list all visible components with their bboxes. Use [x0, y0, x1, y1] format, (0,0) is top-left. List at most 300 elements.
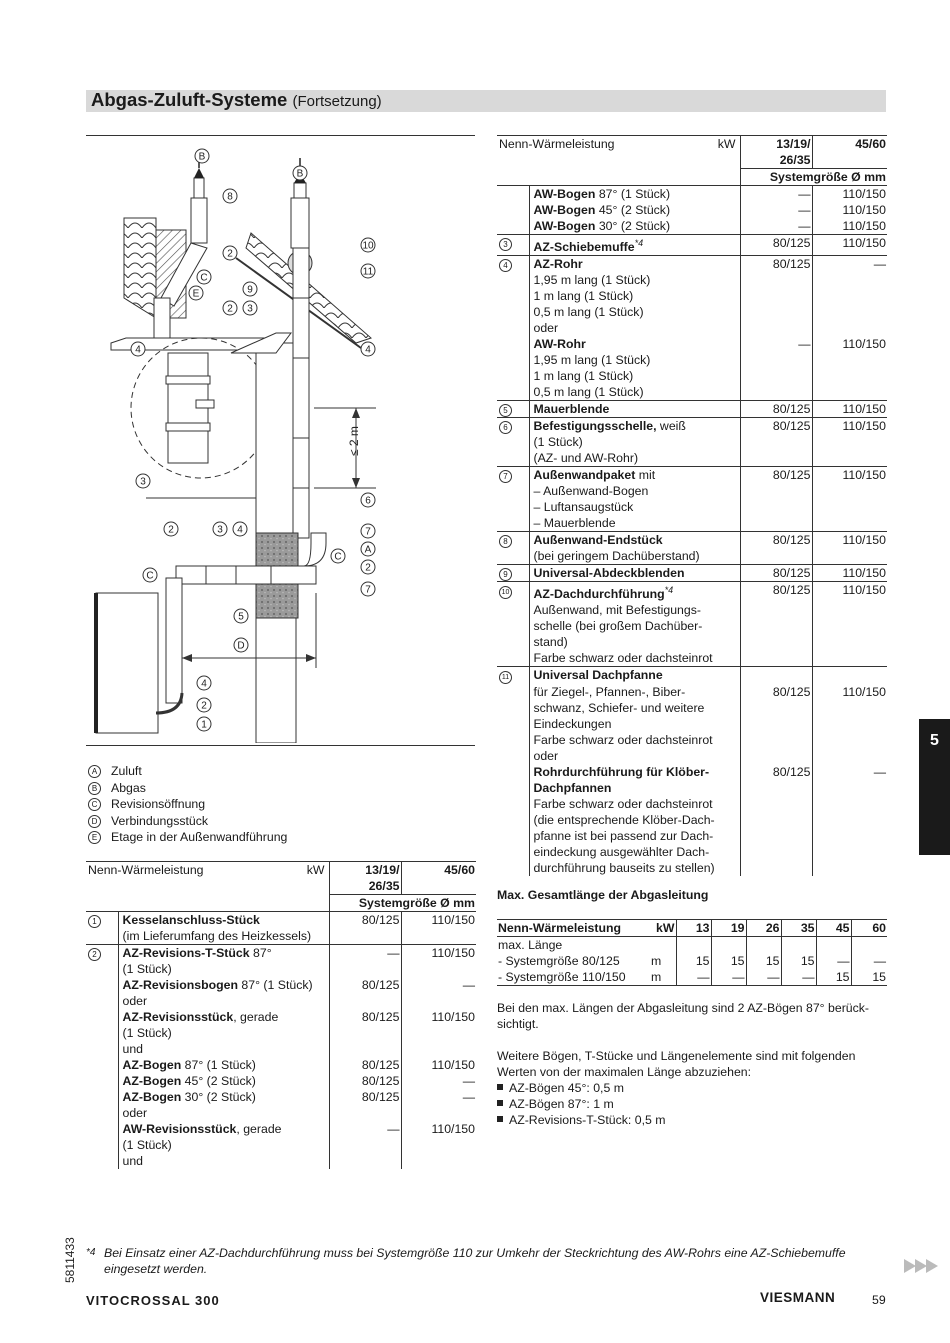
- item-number-cell: [497, 716, 529, 732]
- section-title-sub: (Fortsetzung): [292, 93, 382, 110]
- item-number-cell: [86, 1041, 118, 1057]
- value-size-large: 110/150: [812, 467, 887, 484]
- brand-logo: VIESMANN: [760, 1290, 836, 1305]
- max-length-cell: m: [650, 969, 676, 986]
- item-description: [529, 304, 740, 320]
- item-number-cell: [497, 256, 529, 273]
- max-length-cell: —: [711, 969, 746, 986]
- table-row: [497, 684, 887, 700]
- item-description: [529, 748, 740, 764]
- table-row: [86, 1073, 476, 1089]
- item-name: Mauerblende: [533, 402, 610, 417]
- item-number-cell: [497, 336, 529, 352]
- value-size-small: 80/125: [740, 418, 812, 435]
- max-length-cell: 15: [711, 953, 746, 969]
- bullet-icon: [497, 1116, 503, 1122]
- item-detail: (die entsprechende Klöber-Dach-: [533, 813, 715, 828]
- value-size-small: 80/125: [329, 1073, 401, 1089]
- item-number-cell: [497, 618, 529, 634]
- header-cell: Nenn-Wärmeleistung: [497, 920, 650, 937]
- item-number-cell: [86, 977, 118, 993]
- item-number-cell: [497, 764, 529, 780]
- table-row: [497, 565, 887, 582]
- item-description: [529, 434, 740, 450]
- item-number-cell: [86, 993, 118, 1009]
- max-length-cell: —: [676, 969, 711, 986]
- item-name: AZ-Revisionsstück: [122, 1010, 234, 1024]
- table-row: [86, 912, 476, 929]
- value-size-small: [740, 634, 812, 650]
- table-row: [86, 1057, 476, 1073]
- item-description: [529, 368, 740, 384]
- table-row: [497, 499, 887, 515]
- item-number-cell: [497, 384, 529, 401]
- table-row: [86, 945, 476, 962]
- table-row: [497, 304, 887, 320]
- item-description: [529, 732, 740, 748]
- value-size-large: 110/150: [812, 336, 887, 352]
- footnote-mark: *4: [86, 1247, 96, 1258]
- chapter-tab[interactable]: 5: [919, 719, 950, 855]
- item-description: [118, 977, 329, 993]
- header-cell: 60: [851, 920, 887, 937]
- item-number: 6: [499, 421, 512, 434]
- item-description: [529, 320, 740, 336]
- value-size-large: [401, 961, 476, 977]
- item-description: [529, 812, 740, 828]
- value-size-small: [740, 828, 812, 844]
- value-size-small: 80/125: [740, 256, 812, 273]
- table-row: [86, 1153, 476, 1169]
- section-title: [91, 89, 382, 111]
- item-description: [529, 499, 740, 515]
- value-size-small: [740, 844, 812, 860]
- value-size-large: [401, 1137, 476, 1153]
- value-size-small: [740, 450, 812, 467]
- callout-10: 10: [362, 240, 374, 252]
- value-size-small: —: [329, 1121, 401, 1137]
- item-detail: schelle (bei großem Dachüber-: [533, 619, 703, 634]
- item-number-cell: [497, 565, 529, 582]
- value-size-large: [812, 618, 887, 634]
- value-size-large: [812, 748, 887, 764]
- item-detail: 1,95 m lang (1 Stück): [533, 353, 651, 368]
- item-description: [118, 1073, 329, 1089]
- callout-4-right: 4: [365, 344, 371, 356]
- table-row: [497, 434, 887, 450]
- value-size-small: [329, 993, 401, 1009]
- callout-2-pipe: 2: [168, 524, 174, 536]
- callout-1: 1: [201, 719, 207, 731]
- max-length-cell: 15: [816, 969, 851, 986]
- callout-6: 6: [365, 495, 371, 507]
- value-size-small: [740, 618, 812, 634]
- table-row: [497, 748, 887, 764]
- header-cell: 26: [746, 920, 781, 937]
- item-description: [529, 384, 740, 401]
- value-size-large: [401, 1153, 476, 1169]
- next-page-icon[interactable]: [904, 1259, 938, 1273]
- item-name: AZ-Bogen: [122, 1058, 182, 1072]
- item-number-cell: [86, 1137, 118, 1153]
- value-size-large: [812, 634, 887, 650]
- value-size-small: 80/125: [740, 235, 812, 256]
- legend-item-c: C Revisionsöffnung: [88, 796, 287, 813]
- value-size-small: 80/125: [740, 532, 812, 549]
- item-description: [529, 844, 740, 860]
- value-size-large: 110/150: [812, 401, 887, 418]
- footnote: [86, 1245, 894, 1277]
- header-col2: 45/60: [401, 862, 476, 895]
- value-size-large: 110/150: [401, 1009, 476, 1025]
- value-size-small: [740, 288, 812, 304]
- item-detail: 30° (2 Stück): [595, 219, 671, 233]
- item-description: [529, 515, 740, 532]
- callout-3-left: 3: [140, 476, 146, 488]
- value-size-small: [740, 650, 812, 667]
- callout-7-top: 7: [365, 526, 371, 538]
- item-description: [529, 532, 740, 549]
- item-number-cell: [497, 748, 529, 764]
- item-detail: Farbe schwarz oder dachsteinrot: [533, 651, 713, 666]
- item-number-cell: [497, 732, 529, 748]
- svg-text:5811433: 5811433: [63, 1237, 77, 1283]
- table-row: [497, 272, 887, 288]
- item-description: [529, 288, 740, 304]
- max-length-cell: - Systemgröße 80/125: [498, 954, 620, 968]
- item-detail: (1 Stück): [122, 962, 172, 976]
- header-label: Nenn-Wärmeleistung: [499, 137, 615, 151]
- item-detail: 45° (2 Stück): [181, 1074, 256, 1088]
- item-number-cell: [497, 320, 529, 336]
- section-title-main: Abgas-Zuluft-Systeme: [91, 89, 288, 110]
- value-size-small: [740, 272, 812, 288]
- value-size-small: [740, 483, 812, 499]
- item-detail: für Ziegel-, Pfannen-, Biber-: [533, 685, 686, 700]
- value-size-small: [329, 961, 401, 977]
- value-size-small: [740, 796, 812, 812]
- table-row: [86, 977, 476, 993]
- item-name: AZ-Revisions-T-Stück: [122, 946, 250, 960]
- max-length-cell: [781, 937, 816, 954]
- value-size-small: [329, 1153, 401, 1169]
- value-size-large: —: [812, 256, 887, 273]
- item-name: Universal-Abdeckblenden: [533, 566, 685, 581]
- table-row: [497, 401, 887, 418]
- max-length-cell: —: [781, 969, 816, 986]
- page-number: 59: [872, 1293, 886, 1307]
- item-description: [118, 1121, 329, 1137]
- max-length-cell: [746, 937, 781, 954]
- item-detail: 45° (2 Stück): [595, 203, 671, 217]
- value-size-large: [812, 288, 887, 304]
- value-size-large: —: [401, 1073, 476, 1089]
- table-header-row: [497, 136, 887, 169]
- table-row: [497, 320, 887, 336]
- callout-3-pipe: 3: [217, 524, 223, 536]
- item-detail: und: [122, 1042, 144, 1056]
- value-size-small: 80/125: [740, 467, 812, 484]
- table-row: [497, 796, 887, 812]
- table-row: [497, 634, 887, 650]
- item-description: [118, 1057, 329, 1073]
- table-row: [497, 202, 887, 218]
- table-header-row: [86, 862, 476, 895]
- header-col1: 13/19/ 26/35: [329, 862, 401, 895]
- value-size-large: [812, 434, 887, 450]
- item-description: [118, 1153, 329, 1169]
- value-size-small: [740, 667, 812, 685]
- header-cell: 45: [816, 920, 851, 937]
- deduction-list: [497, 1080, 665, 1128]
- table-subheader-row: [497, 169, 887, 186]
- installation-diagram: [86, 138, 476, 743]
- value-size-large: [812, 667, 887, 685]
- item-detail: – Luftansaugstück: [533, 500, 634, 515]
- item-name: AW-Bogen: [533, 203, 596, 217]
- value-size-small: [740, 812, 812, 828]
- item-number-cell: [86, 945, 118, 962]
- max-length-table: [497, 919, 887, 986]
- item-number-cell: [497, 634, 529, 650]
- list-item: AZ-Bögen 45°: 0,5 m: [497, 1080, 665, 1096]
- table-row: [497, 515, 887, 532]
- table-row: [497, 352, 887, 368]
- item-description: [529, 336, 740, 352]
- item-name: Kesselanschluss-Stück: [122, 913, 260, 927]
- item-detail: pfanne ist bei passend zur Dach-: [533, 829, 714, 844]
- value-size-large: 110/150: [812, 532, 887, 549]
- value-size-small: [740, 384, 812, 401]
- value-size-small: [740, 860, 812, 876]
- item-number-cell: [497, 418, 529, 435]
- item-number: 11: [499, 671, 512, 684]
- table-row: [497, 828, 887, 844]
- value-size-small: 80/125: [740, 401, 812, 418]
- legend: [88, 763, 287, 846]
- table-row: [497, 812, 887, 828]
- value-size-large: [812, 450, 887, 467]
- document-code: [56, 1229, 80, 1283]
- note-paragraph-1: Bei den max. Längen der Abgasleitung sind 2 AZ-Bögen 87° berück-sichtigt.: [497, 1001, 870, 1031]
- item-detail: oder: [533, 749, 559, 764]
- max-length-title: Max. Gesamtlänge der Abgasleitung: [497, 888, 709, 902]
- item-detail: (1 Stück): [533, 435, 583, 450]
- item-detail: oder: [533, 321, 559, 336]
- value-size-small: [329, 1025, 401, 1041]
- value-size-small: —: [740, 186, 812, 203]
- item-number-cell: [86, 1105, 118, 1121]
- value-size-small: [740, 700, 812, 716]
- table-row: [497, 218, 887, 235]
- callout-b-left: B: [198, 151, 206, 163]
- diagram-bottom-rule: [86, 745, 475, 746]
- value-size-large: [812, 384, 887, 401]
- table-row: [497, 764, 887, 780]
- max-length-cell: 15: [676, 953, 711, 969]
- callout-4-bottom: 4: [201, 678, 207, 690]
- item-detail: 1,95 m lang (1 Stück): [533, 273, 651, 288]
- value-size-large: [401, 1105, 476, 1121]
- callout-8: 8: [227, 191, 233, 203]
- item-detail: und: [122, 1154, 144, 1168]
- value-size-large: [812, 304, 887, 320]
- item-number-cell: [497, 218, 529, 235]
- value-size-small: [740, 368, 812, 384]
- item-description: [529, 202, 740, 218]
- item-detail: – Mauerblende: [533, 516, 616, 531]
- item-number-cell: [86, 1009, 118, 1025]
- item-detail: 0,5 m lang (1 Stück): [533, 305, 644, 320]
- item-number-cell: [497, 548, 529, 565]
- header-label-cell: [497, 136, 740, 169]
- item-description: [529, 548, 740, 565]
- diagram-top-rule: [86, 135, 475, 136]
- header-label-cell: [86, 862, 329, 895]
- max-length-cell: [816, 937, 851, 954]
- value-size-small: 80/125: [740, 684, 812, 700]
- item-description: [118, 993, 329, 1009]
- value-size-small: [329, 928, 401, 945]
- item-description: [529, 634, 740, 650]
- item-description: [118, 1137, 329, 1153]
- item-number-cell: [86, 1057, 118, 1073]
- value-size-large: 110/150: [401, 945, 476, 962]
- item-number-cell: [86, 1121, 118, 1137]
- table-row: [86, 1009, 476, 1025]
- value-size-large: [401, 1025, 476, 1041]
- item-number-cell: [497, 483, 529, 499]
- header-col2: 45/60: [812, 136, 887, 169]
- table-row: [497, 288, 887, 304]
- value-size-large: [401, 928, 476, 945]
- value-size-large: —: [812, 764, 887, 780]
- value-size-large: [812, 716, 887, 732]
- item-detail: Eindeckungen: [533, 717, 612, 732]
- item-description: [529, 235, 740, 256]
- table-row: [497, 732, 887, 748]
- callout-d: D: [237, 640, 245, 652]
- item-detail: Außenwand, mit Befestigungs-: [533, 603, 701, 618]
- item-description: [118, 1009, 329, 1025]
- item-number-cell: [86, 1153, 118, 1169]
- value-size-small: [740, 716, 812, 732]
- value-size-large: [812, 602, 887, 618]
- item-description: [118, 912, 329, 929]
- value-size-large: 110/150: [401, 1121, 476, 1137]
- item-description: [529, 401, 740, 418]
- value-size-small: [329, 1041, 401, 1057]
- bullet-icon: [497, 1084, 503, 1090]
- item-description: [118, 961, 329, 977]
- list-item: AZ-Bögen 87°: 1 m: [497, 1096, 665, 1112]
- item-description: [529, 716, 740, 732]
- callout-e: E: [192, 288, 200, 300]
- item-description: [529, 796, 740, 812]
- max-length-cell: [676, 937, 711, 954]
- parts-table-left: [86, 861, 476, 1169]
- value-size-large: —: [401, 1089, 476, 1105]
- value-size-large: 110/150: [401, 912, 476, 929]
- value-size-small: 80/125: [329, 977, 401, 993]
- value-size-large: 110/150: [812, 186, 887, 203]
- item-detail: durchführung bauseits zu stellen): [533, 861, 715, 876]
- max-length-cell: [711, 937, 746, 954]
- value-size-large: [812, 700, 887, 716]
- item-description: [118, 1041, 329, 1057]
- value-size-small: —: [740, 218, 812, 235]
- item-description: [118, 928, 329, 945]
- value-size-large: [812, 499, 887, 515]
- item-description: [529, 418, 740, 435]
- item-number-cell: [497, 434, 529, 450]
- table-row: [497, 256, 887, 273]
- item-description: [529, 764, 740, 780]
- value-size-large: 110/150: [812, 684, 887, 700]
- item-description: [529, 618, 740, 634]
- max-length-cell: [650, 937, 676, 954]
- max-length-row: [497, 937, 887, 954]
- table-row: [497, 186, 887, 203]
- legend-item-a: A Zuluft: [88, 763, 287, 780]
- callout-c-top: C: [200, 272, 208, 284]
- value-size-large: [812, 320, 887, 336]
- item-description: [529, 860, 740, 876]
- table-row: [497, 532, 887, 549]
- value-size-large: [812, 368, 887, 384]
- product-name: VITOCROSSAL 300: [86, 1293, 220, 1308]
- table-row: [86, 1105, 476, 1121]
- max-length-cell: 15: [851, 969, 887, 986]
- item-detail: eindeckung ausgewählter Dach-: [533, 845, 710, 860]
- table-row: [497, 700, 887, 716]
- max-length-cell: - Systemgröße 110/150: [497, 969, 650, 986]
- value-size-small: [740, 780, 812, 796]
- item-detail: mit: [635, 468, 656, 483]
- callout-4-pipe: 4: [237, 524, 243, 536]
- item-detail: – Außenwand-Bogen: [533, 484, 649, 499]
- item-detail: oder: [122, 994, 148, 1008]
- item-number: 1: [88, 915, 101, 928]
- value-size-large: [812, 352, 887, 368]
- item-name: AW-Revisionsstück: [122, 1122, 237, 1136]
- item-name: Rohrdurchführung für Klöber-: [533, 765, 710, 780]
- max-length-cell: 15: [746, 953, 781, 969]
- callout-11: 11: [362, 266, 374, 278]
- item-number-cell: [86, 1073, 118, 1089]
- value-size-large: [812, 548, 887, 565]
- table-row: [86, 993, 476, 1009]
- dimension-label: ≤ 2 m: [347, 426, 361, 456]
- table-row: [497, 548, 887, 565]
- item-detail: (1 Stück): [122, 1138, 172, 1152]
- value-size-small: —: [740, 202, 812, 218]
- table-row: [497, 384, 887, 401]
- callout-9: 9: [247, 284, 253, 296]
- item-description: [118, 1025, 329, 1041]
- value-size-small: [740, 548, 812, 565]
- item-number: 3: [499, 238, 512, 251]
- item-description: [529, 582, 740, 603]
- item-number-cell: [497, 844, 529, 860]
- item-number-cell: [497, 812, 529, 828]
- item-detail: , gerade: [233, 1010, 279, 1024]
- value-size-small: [740, 320, 812, 336]
- list-item: AZ-Revisions-T-Stück: 0,5 m: [497, 1112, 665, 1128]
- item-number-cell: [497, 602, 529, 618]
- header-size: Systemgröße Ø mm: [740, 169, 887, 186]
- item-number: 7: [499, 470, 512, 483]
